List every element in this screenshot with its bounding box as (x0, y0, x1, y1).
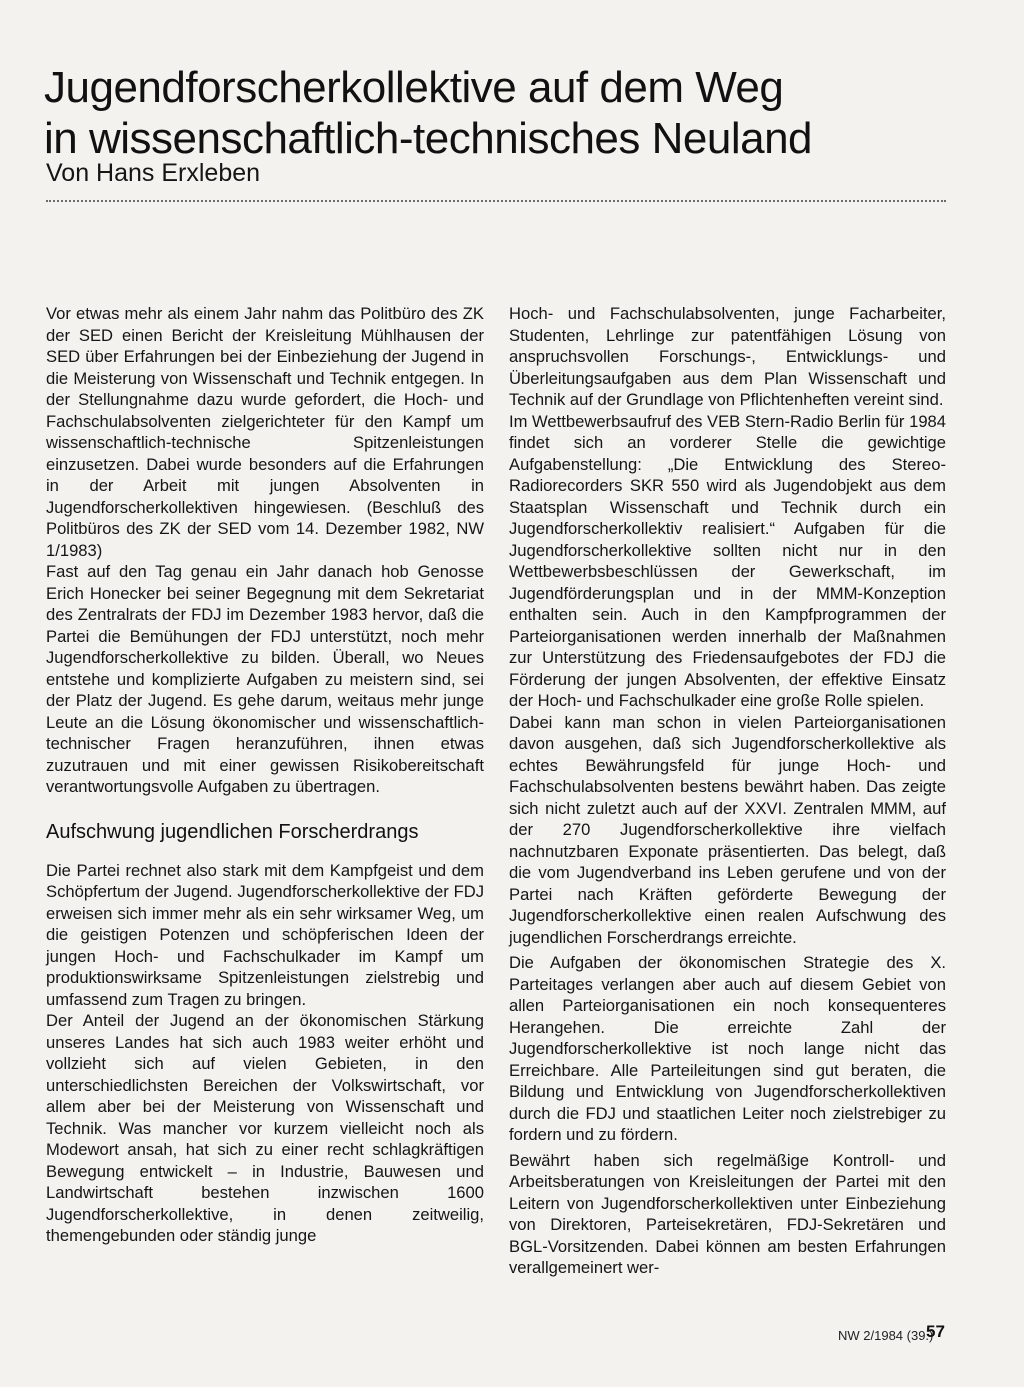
section-subheading: Aufschwung jugendlichen Forscherdrangs (46, 820, 419, 843)
page-number: 57 (926, 1322, 945, 1341)
paragraph: Der Anteil der Jugend an der ökonomischen Stärkung unseres Landes hat sich auch 1983 weiter erhöht und vollzieht sich auf vielen Gebieten, in den unterschiedlichsten Bereichen der Volkswirtschaft, vor allem aber bei der Meisterung von Wissenschaft und Technik. Was mancher vor kurzem vielleicht noch als Modewort ansah, hat sich zu einer recht schlagkräftigen Bewegung entwickelt – in Industrie, Bauwesen und Landwirtschaft bestehen inzwischen 1600 Jugendforscherkollektive, in denen zeitweilig, themengebunden oder ständig junge (46, 1011, 484, 1245)
paragraph: Hoch- und Fachschulabsolventen, junge Facharbeiter, Studenten, Lehrlinge zur patentfähigen Lösung von anspruchsvollen Forschungs-, Entwicklungs- und Überleitungsaufgaben aus dem Plan Wissenschaft und Technik auf der Grundlage von Pflichtenheften vereint sind. (509, 304, 946, 409)
paragraph: Dabei kann man schon in vielen Parteiorganisationen davon ausgehen, daß sich Jugendforscherkollektive als echtes Bewährungsfeld für junge Hoch- und Fachschulabsolventen bestens bewährt haben. Das zeigte sich nicht zuletzt auch auf der XXVI. Zentralen MMM, auf der 270 Jugendforscherkollektive ihre vielfach nachnutzbaren Exponate präsentierten. Das belegt, daß die vom Jugendverband ins Leben gerufene und von der Partei nach Kräften geförderte Bewegung der Jugendforscherkollektive einen realen Aufschwung des jugendlichen Forscherdrangs erreichte. (509, 712, 946, 947)
title-line-2: in wissenschaftlich-technisches Neuland (44, 114, 813, 163)
author-byline: Von Hans Erxleben (46, 159, 261, 187)
left-column (46, 303, 484, 1247)
paragraph: Die Aufgaben der ökonomischen Strategie des X. Parteitages verlangen aber auch auf diesem Gebiet von allen Parteiorganisationen ein noch konsequenteres Herangehen. Die erreichte Zahl der Jugendforscherkollektive ist noch lange nicht das Erreichbare. Alle Parteileitungen sind gut beraten, die Bildung und Entwicklung von Jugendforscherkollektiven durch die FDJ und staatlichen Leiter noch zielstrebiger zu fordern und zu fördern. (509, 953, 946, 1144)
right-column (509, 303, 946, 1279)
paragraph: Fast auf den Tag genau ein Jahr danach hob Genosse Erich Honecker bei seiner Begegnung mit dem Sekretariat des Zentralrats der FDJ im Dezember 1983 hervor, daß die Partei die Bemühungen der FDJ unterstützt, noch mehr Jugendforscherkollektive zu bilden. Überall, wo Neues entstehe und komplizierte Aufgaben zu meistern sind, sei der Platz der Jugend. Es gehe darum, weitaus mehr junge Leute an die Lösung ökonomischer und wissenschaftlich-technischer Fragen heranzuführen, ihnen etwas zuzutrauen und mit einer gewissen Risikobereitschaft verantwortungsvolle Aufgaben zu übertragen. (46, 562, 484, 796)
paragraph: Im Wettbewerbsaufruf des VEB Stern-Radio Berlin für 1984 findet sich an vorderer Stelle die gewichtige Aufgabenstellung: „Die Entwicklung des Stereo-Radiorecorders SKR 550 wird als Jugendobjekt aus dem Staatsplan Wissenschaft und Technik durch ein Jugendforscherkollektiv realisiert.“ Aufgaben für die Jugendforscherkollektive sollten nicht nur in den Wettbewerbsbeschlüssen der Gewerkschaft, im Jugendförderungsplan und in der MMM-Konzeption enthalten sein. Auch in den Kampfprogrammen der Parteiorganisationen werden innerhalb der Maßnahmen zur Unterstützung des Friedensaufgebotes der FDJ die Förderung der jungen Absolventen, der effektive Einsatz der Hoch- und Fachschulkader eine große Rolle spielen. (509, 411, 946, 710)
paragraph: Vor etwas mehr als einem Jahr nahm das Politbüro des ZK der SED einen Bericht der Kreisleitung Mühlhausen der SED über Erfahrungen bei der Einbeziehung der Jugend in die Meisterung von Wissenschaft und Technik entgegen. In der Stellungnahme dazu wurde gefordert, die Hoch- und Fachschulabsolventen zielgerichteter für den Kampf um wissenschaftlich-technische Spitzenleistungen einzusetzen. Dabei wurde besonders auf die Erfahrungen in der Arbeit mit jungen Absolventen in Jugendforscherkollektiven hingewiesen. (Beschluß des Politbüros des ZK der SED vom 14. Dezember 1982, NW 1/1983) (46, 304, 484, 560)
title-line-1: Jugendforscherkollektive auf dem Weg (44, 63, 784, 112)
article-title (44, 62, 984, 164)
paragraph: Bewährt haben sich regelmäßige Kontroll- und Arbeitsberatungen von Kreisleitungen der Partei mit den Leitern von Jugendforscherkollektiven unter Einbeziehung von Direktoren, Parteisekretären, FDJ-Sekretären und BGL-Vorsitzenden. Dabei können am besten Erfahrungen verallgemeinert wer- (509, 1150, 946, 1277)
title-divider (46, 200, 946, 202)
paragraph: Die Partei rechnet also stark mit dem Kampfgeist und dem Schöpfertum der Jugend. Jugendforscherkollektive der FDJ erweisen sich immer mehr als ein sehr wirksamer Weg, um die geistigen Potenzen und schöpferischen Ideen der jungen Hoch- und Fachschulkader im Kampf um produktionswirksame Spitzenleistungen zielstrebig und umfassend zum Tragen zu bringen. (46, 860, 484, 1009)
issue-reference: NW 2/1984 (39.) (838, 1328, 934, 1343)
